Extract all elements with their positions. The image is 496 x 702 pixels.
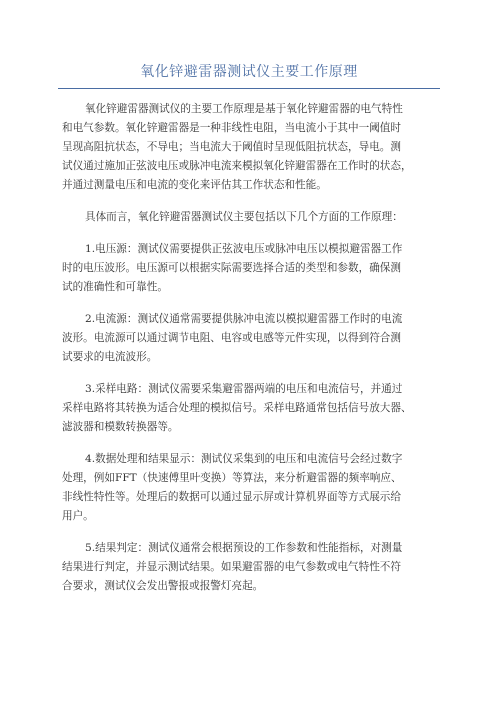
paragraph-line: 1.电压源：测试仪需要提供正弦波电压或脉冲电压以模拟避雷器工作 xyxy=(85,243,403,255)
paragraph-line: 用户。 xyxy=(62,510,94,522)
paragraph-current-source xyxy=(62,310,446,367)
document-title: 氧化锌避雷器测试仪主要工作原理 xyxy=(140,64,358,80)
paragraph-overview xyxy=(62,208,446,227)
paragraph-sampling-circuit xyxy=(62,380,446,437)
paragraph-line: 3.采样电路：测试仪需要采集避雷器两端的电压和电流信号，并通过 xyxy=(85,383,403,395)
paragraph-line: 和电气参数。氧化锌避雷器是一种非线性电阻，当电流小于其中一阈值时 xyxy=(62,122,401,134)
paragraph-line: 非线性特性等。处理后的数据可以通过显示屏或计算机界面等方式展示给 xyxy=(62,491,401,503)
paragraph-line: 波形。电流源可以通过调节电阻、电容或电感等元件实现，以得到符合测 xyxy=(62,332,401,344)
paragraph-line: 4.数据处理和结果显示：测试仪采集到的电压和电流信号会经过数字 xyxy=(85,453,403,465)
paragraph-line: 滤波器和模数转换器等。 xyxy=(62,421,179,433)
paragraph-line: 试要求的电流波形。 xyxy=(62,351,158,363)
paragraph-voltage-source xyxy=(62,240,446,297)
paragraph-line: 结果进行判定，并显示测试结果。如果避雷器的电气参数或电气特性不符 xyxy=(62,561,401,573)
paragraph-line: 时的电压波形。电压源可以根据实际需要选择合适的类型和参数，确保测 xyxy=(62,262,401,274)
paragraph-line: 并通过测量电压和电流的变化来评估其工作状态和性能。 xyxy=(62,179,327,191)
paragraph-line: 试的准确性和可靠性。 xyxy=(62,281,168,293)
paragraph-line: 5.结果判定：测试仪通常会根据预设的工作参数和性能指标，对测量 xyxy=(85,542,403,554)
paragraph-line: 呈现高阻抗状态，不导电；当电流大于阈值时呈现低阻抗状态，导电。测 xyxy=(62,141,401,153)
paragraph-result-judgment xyxy=(62,539,446,596)
paragraph-line: 合要求，测试仪会发出警报或报警灯亮起。 xyxy=(62,580,264,592)
paragraph-data-processing xyxy=(62,450,446,526)
paragraph-line: 2.电流源：测试仪通常需要提供脉冲电流以模拟避雷器工作时的电流 xyxy=(85,313,403,325)
paragraph-line: 处理，例如FFT（快速傅里叶变换）等算法，来分析避雷器的频率响应、 xyxy=(62,472,402,484)
paragraph-line: 试仪通过施加正弦波电压或脉冲电流来模拟氧化锌避雷器在工作时的状态， xyxy=(62,160,412,172)
paragraph-line: 采样电路将其转换为适合处理的模拟信号。采样电路通常包括信号放大器、 xyxy=(62,402,412,414)
paragraph-line: 氧化锌避雷器测试仪的主要工作原理是基于氧化锌避雷器的电气特性 xyxy=(85,103,403,115)
paragraph-intro xyxy=(62,100,446,195)
paragraph-line: 具体而言，氧化锌避雷器测试仪主要包括以下几个方面的工作原理： xyxy=(85,211,403,223)
document-body xyxy=(62,100,446,609)
title-underline xyxy=(58,88,440,89)
